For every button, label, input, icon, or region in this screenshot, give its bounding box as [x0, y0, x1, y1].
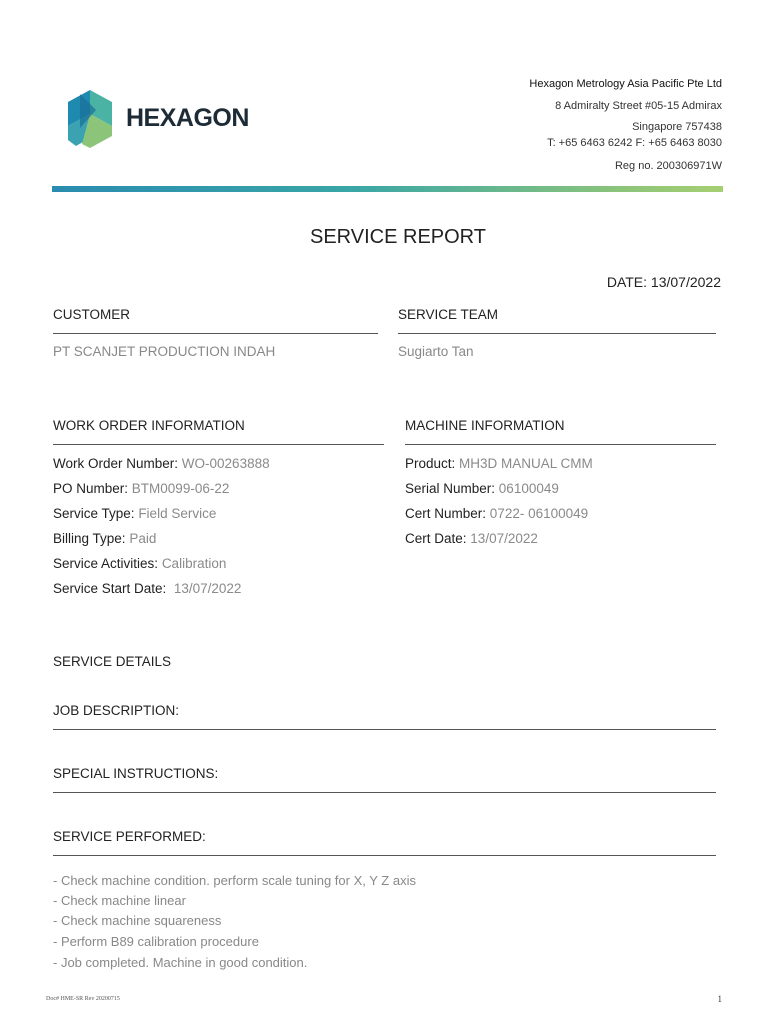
field-value: Calibration	[161, 556, 227, 571]
field-value: Paid	[129, 531, 157, 546]
field-label: Work Order Number:	[53, 456, 179, 471]
service-performed-divider	[53, 855, 716, 856]
service-performed-heading: SERVICE PERFORMED:	[53, 829, 206, 844]
field-value: 06100049	[498, 481, 559, 496]
field-value: 13/07/2022	[470, 531, 538, 546]
document-reference: Doc# HME-SR Rev 20200715	[46, 996, 120, 1002]
service-details-heading: SERVICE DETAILS	[53, 654, 172, 669]
header-gradient-rule	[52, 186, 723, 192]
service-team-member: Sugiarto Tan	[398, 344, 474, 359]
cert-number-row	[405, 506, 588, 521]
field-label: Billing Type:	[53, 531, 126, 546]
service-type-row	[53, 506, 216, 521]
field-label: PO Number:	[53, 481, 129, 496]
service-start-date-row	[53, 581, 241, 596]
field-label: Service Activities:	[53, 556, 159, 571]
field-value: WO-00263888	[181, 456, 270, 471]
company-phone: T: +65 6463 6242 F: +65 6463 8030	[547, 136, 722, 149]
performed-item: - Check machine squareness	[53, 913, 222, 928]
logo-wordmark: HEXAGON	[126, 104, 249, 132]
special-instructions-divider	[53, 792, 716, 793]
performed-item: - Job completed. Machine in good condition.	[53, 955, 308, 970]
page-title: SERVICE REPORT	[310, 226, 486, 248]
field-label: Product:	[405, 456, 456, 471]
performed-item: - Perform B89 calibration procedure	[53, 934, 259, 949]
field-label: Serial Number:	[405, 481, 496, 496]
product-row	[405, 456, 593, 471]
field-label: Cert Date:	[405, 531, 467, 546]
machine-info-divider	[405, 444, 716, 445]
customer-divider	[53, 333, 378, 334]
field-label: Service Type:	[53, 506, 135, 521]
company-address	[529, 74, 722, 178]
service-team-divider	[398, 333, 716, 334]
work-order-divider	[53, 444, 384, 445]
report-date: DATE: 13/07/2022	[606, 274, 721, 290]
field-value: Field Service	[138, 506, 217, 521]
special-instructions-heading: SPECIAL INSTRUCTIONS:	[53, 766, 219, 781]
page-number: 1	[717, 994, 722, 1004]
work-order-number-row	[53, 456, 270, 471]
field-value: MH3D MANUAL CMM	[459, 456, 593, 471]
cert-date-row	[405, 531, 538, 546]
company-city: Singapore 757438	[632, 121, 722, 133]
field-value: 13/07/2022	[173, 581, 242, 596]
customer-name: PT SCANJET PRODUCTION INDAH	[53, 344, 276, 359]
service-team-heading: SERVICE TEAM	[398, 307, 499, 322]
company-reg: Reg no. 200306971W	[614, 160, 722, 172]
job-description-divider	[53, 729, 716, 730]
customer-heading: CUSTOMER	[53, 307, 131, 322]
serial-number-row	[405, 481, 559, 496]
field-label: Service Start Date:	[53, 581, 167, 596]
billing-type-row	[53, 531, 156, 546]
job-description-heading: JOB DESCRIPTION:	[53, 703, 180, 718]
company-name: Hexagon Metrology Asia Pacific Pte Ltd	[529, 78, 722, 90]
machine-info-heading: MACHINE INFORMATION	[405, 418, 565, 433]
company-street: 8 Admiralty Street #05-15 Admirax	[555, 99, 722, 112]
service-activities-row	[53, 556, 226, 571]
po-number-row	[53, 481, 229, 496]
field-value: 0722- 06100049	[489, 506, 589, 521]
work-order-heading: WORK ORDER INFORMATION	[53, 418, 245, 433]
field-label: Cert Number:	[405, 506, 487, 521]
performed-item: - Check machine linear	[53, 893, 186, 908]
field-value: BTM0099-06-22	[131, 481, 230, 496]
performed-item: - Check machine condition. perform scale tuning for X, Y Z axis	[53, 873, 416, 888]
